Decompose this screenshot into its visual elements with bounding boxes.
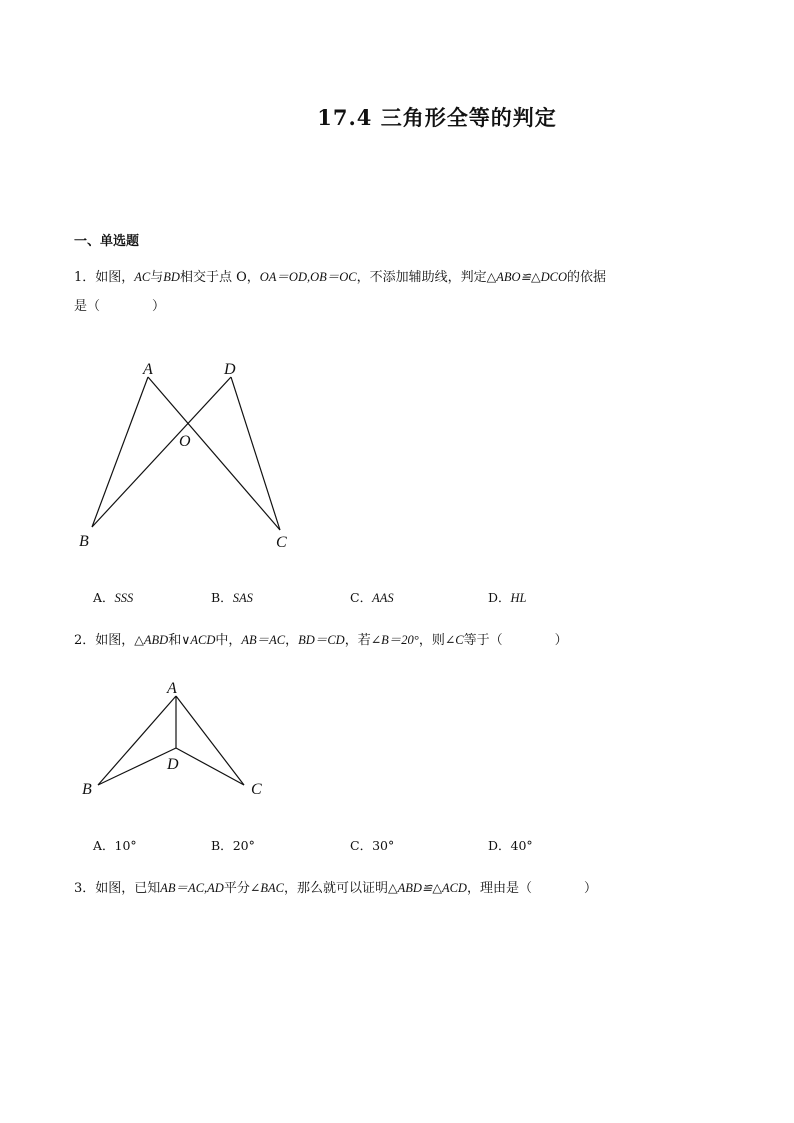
q2-t2: ∨ACD: [181, 633, 216, 647]
q2-ze: ，则: [418, 633, 445, 648]
question-1-text: [74, 263, 734, 321]
q1-cond: OA＝OD,OB＝OC: [259, 270, 357, 284]
option-value: 20°: [232, 838, 255, 853]
q3-pf: 平分: [223, 881, 250, 896]
q2-t1: △ABD: [134, 633, 169, 647]
option-value: AAS: [372, 591, 394, 605]
q1-bd: BD: [163, 270, 180, 284]
q2-figure: [70, 672, 280, 807]
q3-c3: △ABD≌△ACD: [387, 881, 467, 895]
q2-ruo: ，若: [344, 633, 371, 648]
q2-he: 和: [168, 633, 182, 648]
page-title: 17.4 三角形全等的判定: [317, 105, 557, 130]
q1-figure: [70, 355, 310, 555]
label-c: C: [276, 534, 287, 551]
question-2-text: [74, 626, 734, 655]
q1-line2: 是（ ）: [74, 299, 166, 314]
option-value: 30°: [372, 838, 395, 853]
q3-num: 3．如图，已知: [74, 881, 161, 896]
q2-num: 2．如图，: [74, 633, 135, 648]
option-value: 40°: [510, 838, 533, 853]
q2-option-d[interactable]: [488, 836, 533, 854]
option-value: 10°: [114, 838, 137, 853]
option-key: B．: [211, 838, 233, 853]
q3-c2: ∠BAC: [249, 881, 284, 895]
section-heading: 一、单选题: [74, 234, 140, 249]
option-key: C．: [350, 838, 373, 853]
q1-option-a[interactable]: [93, 588, 133, 606]
segment-ac: [148, 377, 280, 530]
q1-mid2: ，不添加辅助线，判定: [356, 270, 487, 285]
option-key: C．: [350, 590, 373, 605]
q3-c1: AB＝AC,AD: [160, 881, 224, 895]
segment-ab: [98, 696, 176, 785]
q1-option-d[interactable]: [488, 588, 527, 606]
label-c: C: [251, 781, 262, 798]
label-d: D: [167, 756, 179, 773]
label-b: B: [82, 781, 92, 798]
segment-db: [98, 748, 176, 785]
option-key: A．: [93, 590, 115, 605]
q1-mid: 相交于点 O，: [179, 270, 260, 285]
q1-tri: △ABO≌△DCO: [486, 270, 568, 284]
segment-dc: [231, 377, 280, 530]
label-b: B: [79, 533, 89, 550]
q3-mid: ，那么就可以证明: [283, 881, 388, 896]
q1-option-b[interactable]: [211, 588, 253, 606]
segment-db: [92, 377, 231, 527]
q1-option-c[interactable]: [350, 588, 394, 606]
q2-c3: ∠B＝20°: [370, 633, 419, 647]
q1-tail: 的依据: [567, 270, 607, 285]
label-a: A: [143, 361, 153, 378]
option-value: SSS: [114, 591, 134, 605]
q2-tail: 等于（ ）: [463, 633, 568, 648]
option-key: D．: [488, 838, 511, 853]
q2-comma1: ，: [285, 633, 299, 648]
q2-option-c[interactable]: [350, 836, 394, 854]
segment-ac: [176, 696, 244, 785]
label-a: A: [167, 680, 177, 697]
option-value: HL: [510, 591, 527, 605]
q3-tail: ，理由是（ ）: [466, 881, 597, 896]
q2-c4: ∠C: [444, 633, 464, 647]
option-key: A．: [93, 838, 115, 853]
q2-c2: BD＝CD: [298, 633, 345, 647]
q2-option-a[interactable]: [93, 836, 137, 854]
segment-dc: [176, 748, 244, 785]
segment-ab: [92, 377, 148, 527]
q2-c1: AB＝AC: [241, 633, 286, 647]
q1-yu: 与: [150, 270, 164, 285]
label-d: D: [224, 361, 236, 378]
option-value: SAS: [232, 591, 253, 605]
q1-ac: AC: [134, 270, 151, 284]
q2-zhong: 中，: [215, 633, 242, 648]
question-3-text: [74, 874, 734, 903]
q2-option-b[interactable]: [211, 836, 255, 854]
option-key: D．: [488, 590, 511, 605]
label-o: O: [179, 433, 191, 450]
q1-num: 1．如图，: [74, 270, 135, 285]
option-key: B．: [211, 590, 233, 605]
